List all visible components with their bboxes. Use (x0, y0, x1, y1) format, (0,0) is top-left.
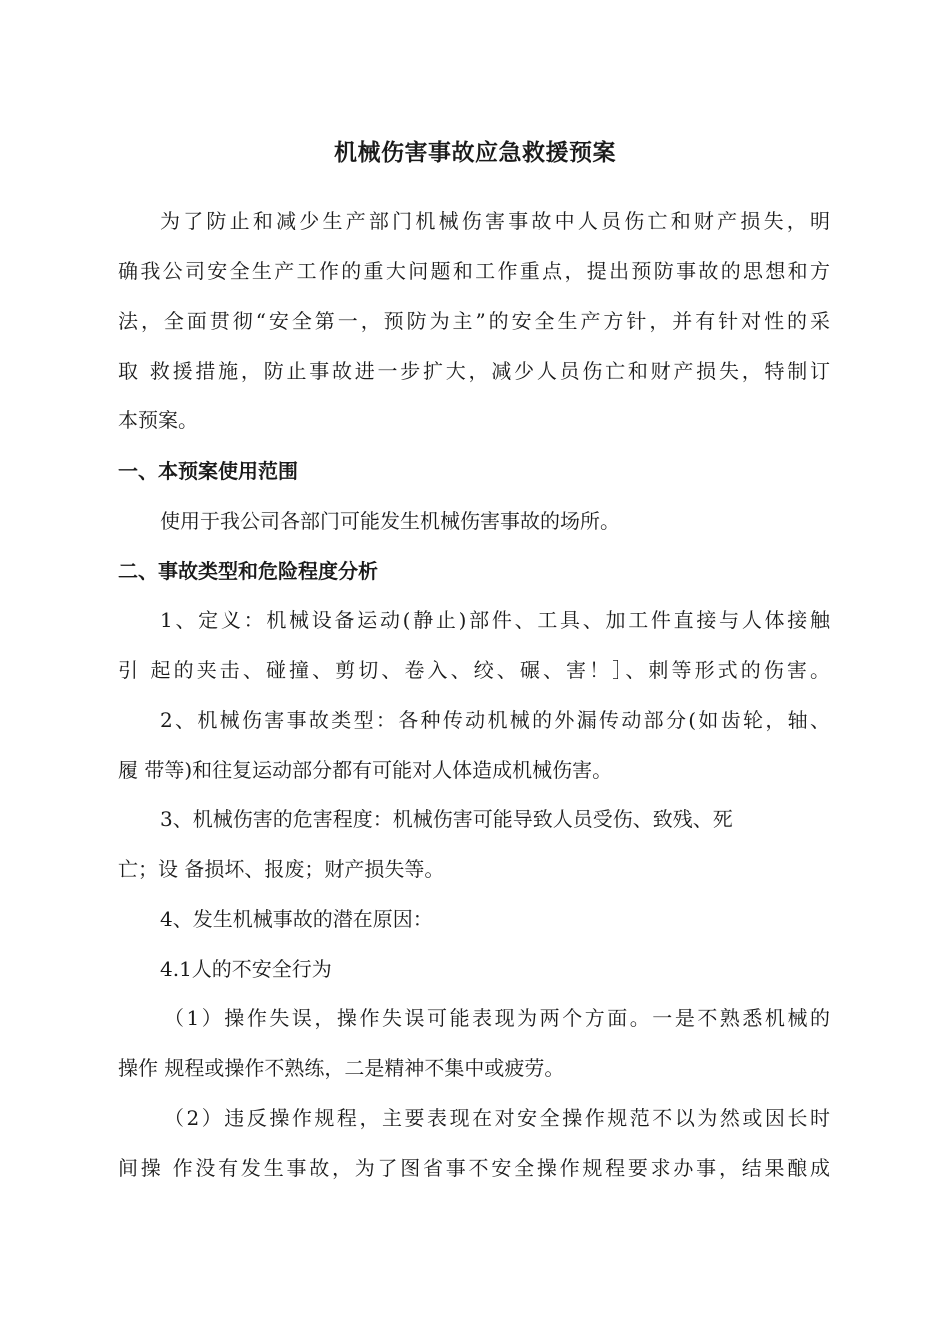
intro-line-4: 取 救援措施，防止事故进一步扩大，减少人员伤亡和财产损失，特制订 (118, 359, 830, 383)
item-3-line-1: 3、机械伤害的危害程度：机械伤害可能导致人员受伤、致残、死 (160, 807, 733, 831)
item-4-text: 4、发生机械事故的潜在原因： (160, 907, 433, 931)
sub-item-1-line-1: （1）操作失误，操作失误可能表现为两个方面。一是不熟悉机械的 (164, 1006, 830, 1030)
section-2-heading: 二、事故类型和危险程度分析 (118, 559, 378, 583)
sub-item-1-line-2: 操作 规程或操作不熟练，二是精神不集中或疲劳。 (118, 1056, 565, 1080)
intro-line-2: 确我公司安全生产工作的重大问题和工作重点，提出预防事故的思想和方 (118, 259, 830, 283)
item-1-line-2: 引 起的夹击、碰撞、剪切、卷入、绞、碾、害！］、刺等形式的伤害。 (118, 658, 830, 682)
intro-line-5: 本预案。 (118, 408, 198, 432)
intro-line-3: 法，全面贯彻“安全第一，预防为主”的安全生产方针，并有针对性的采 (118, 309, 830, 333)
item-3-line-2: 亡；设 备损坏、报废；财产损失等。 (118, 857, 445, 881)
section-1-heading: 一、本预案使用范围 (118, 459, 298, 483)
intro-line-1: 为了防止和减少生产部门机械伤害事故中人员伤亡和财产损失，明 (160, 209, 830, 233)
item-2-line-1: 2、机械伤害事故类型：各种传动机械的外漏传动部分(如齿轮，轴、 (160, 708, 830, 732)
item-2-line-2: 履 带等)和往复运动部分都有可能对人体造成机械伤害。 (118, 758, 613, 782)
item-4-1-text: 4.1人的不安全行为 (160, 957, 332, 981)
sub-item-2-line-2: 间操 作没有发生事故，为了图省事不安全操作规程要求办事，结果酿成 (118, 1156, 830, 1180)
item-1-line-1: 1、定义：机械设备运动(静止)部件、工具、加工件直接与人体接触 (160, 608, 830, 632)
sub-item-2-line-1: （2）违反操作规程，主要表现在对安全操作规范不以为然或因长时 (164, 1106, 830, 1130)
document-title: 机械伤害事故应急救援预案 (334, 140, 616, 166)
section-1-text: 使用于我公司各部门可能发生机械伤害事故的场所。 (160, 509, 620, 533)
